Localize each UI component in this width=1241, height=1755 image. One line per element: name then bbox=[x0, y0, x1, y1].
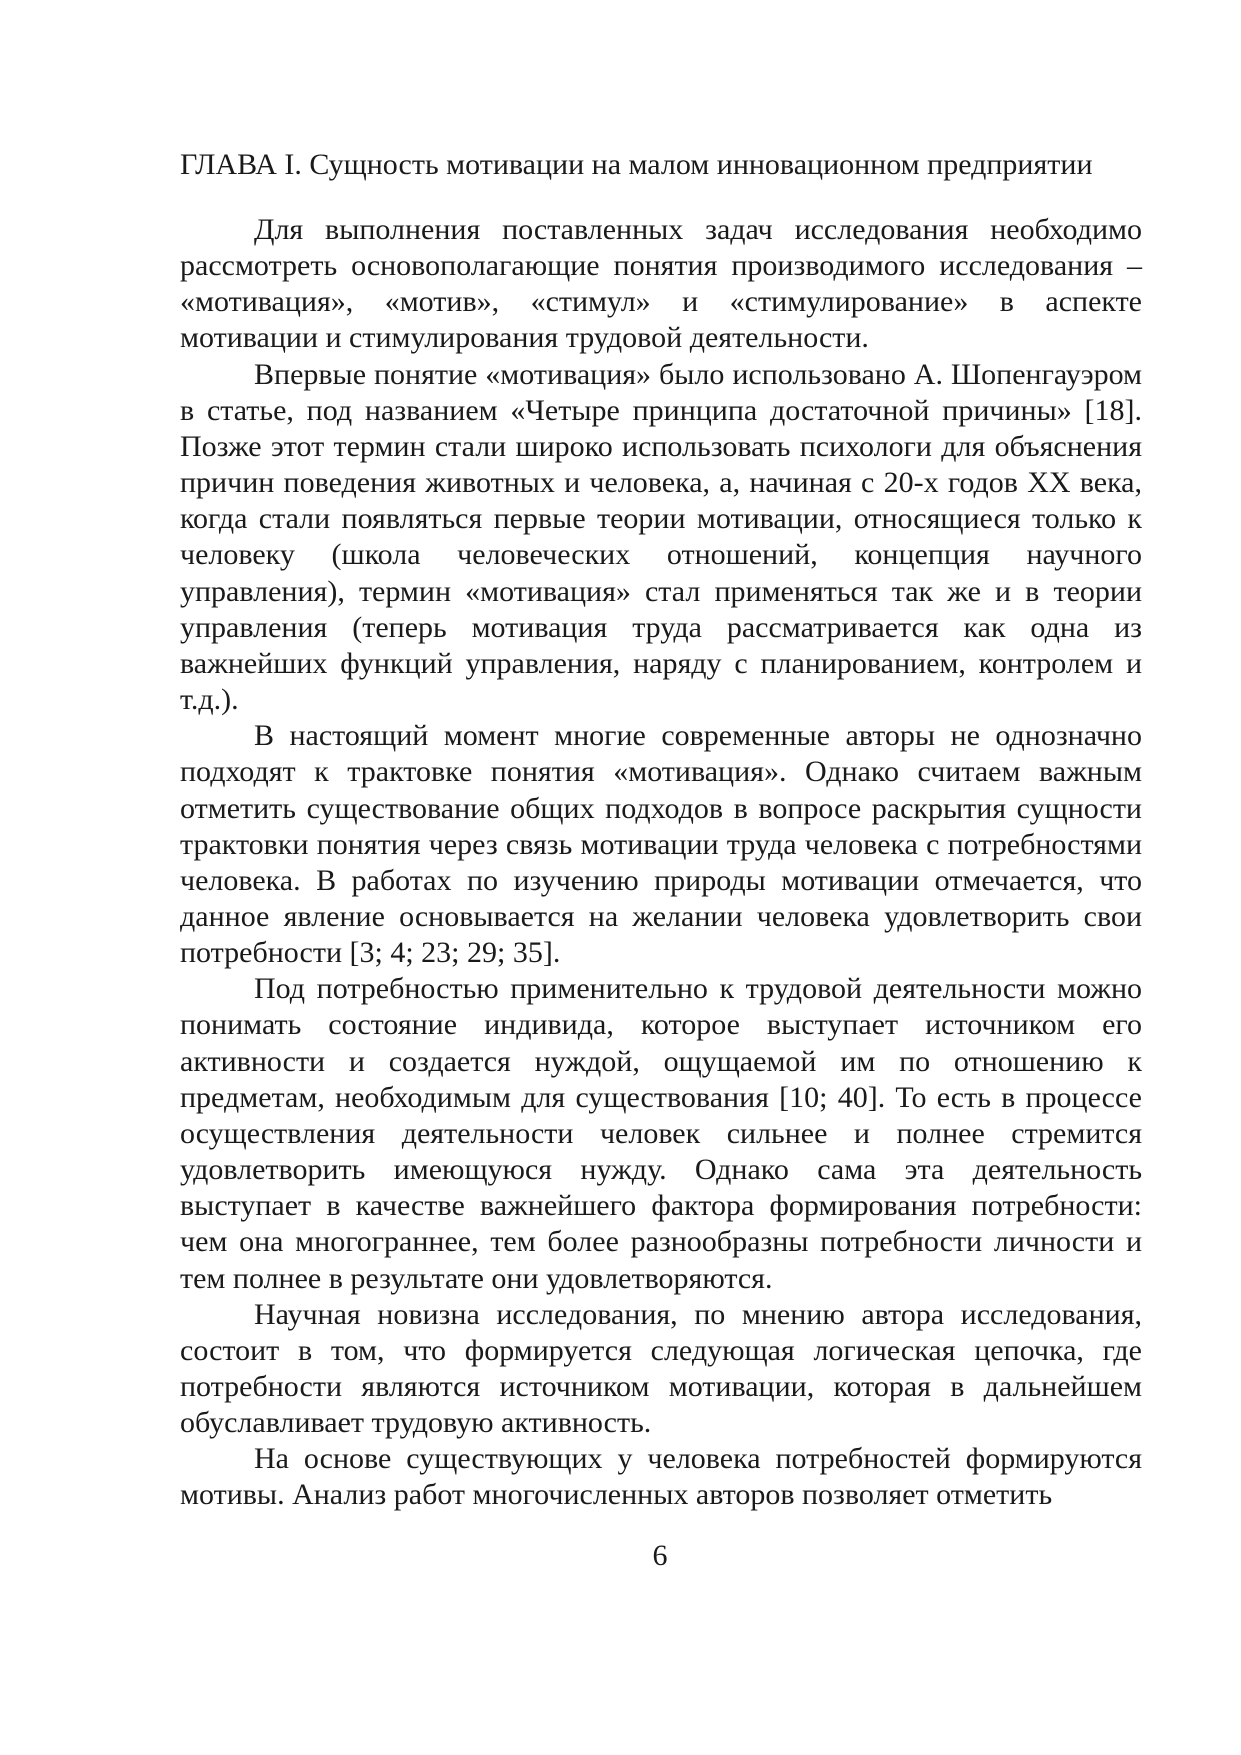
body-text bbox=[180, 212, 1142, 1514]
paragraph-1: Для выполнения поставленных задач исследования необходимо рассмотреть основополагающие понятия производимого исследования – «мотивация», «мотив», «стимул» и «стимулирование» в аспекте мотивации и стимулирования трудовой деятельности. bbox=[180, 213, 1142, 355]
page-number: 6 bbox=[652, 1539, 668, 1572]
paragraph-5: Научная новизна исследования, по мнению автора исследования, состоит в том, что формируется следующая логическая цепочка, где потребности являются источником мотивации, которая в дальнейшем обуславливает трудовую активность. bbox=[180, 1297, 1142, 1440]
paragraph-2: Впервые понятие «мотивация» было использовано А. Шопенгауэром в статье, под названием «Четыре принципа достаточной причины» [18]. Позже этот термин стали широко использовать психологи для объяснения причин поведения животных и человека, а, начиная с 20-х годов XX века, когда стали появляться первые теории мотивации, относящиеся только к человеку (школа человеческих отношений, концепция научного управления), термин «мотивация» стал применяться так же и в теории управления (теперь мотивация труда рассматривается как одна из важнейших функций управления, наряду с планированием, контролем и т.д.). bbox=[180, 357, 1142, 717]
paragraph-6: На основе существующих у человека потребностей формируются мотивы. Анализ работ многочисленных авторов позволяет отметить bbox=[180, 1442, 1142, 1512]
chapter-title: ГЛАВА I. Сущность мотивации на малом инновационном предприятии bbox=[180, 148, 1093, 181]
paragraph-3: В настоящий момент многие современные авторы не однозначно подходят к трактовке понятия «мотивация». Однако считаем важным отметить существование общих подходов в вопросе раскрытия сущности трактовки понятия через связь мотивации труда человека с потребностями человека. В работах по изучению природы мотивации отмечается, что данное явление основывается на желании человека удовлетворить свои потребности [3; 4; 23; 29; 35]. bbox=[180, 719, 1142, 970]
paragraph-4: Под потребностью применительно к трудовой деятельности можно понимать состояние индивида, которое выступает источником его активности и создается нуждой, ощущаемой им по отношению к предметам, необходимым для существования [10; 40]. То есть в процессе осуществления деятельности человек сильнее и полнее стремится удовлетворить имеющуюся нужду. Однако сама эта деятельность выступает в качестве важнейшего фактора формирования потребности: чем она многограннее, тем более разнообразны потребности личности и тем полнее в результате они удовлетворяются. bbox=[180, 972, 1142, 1295]
